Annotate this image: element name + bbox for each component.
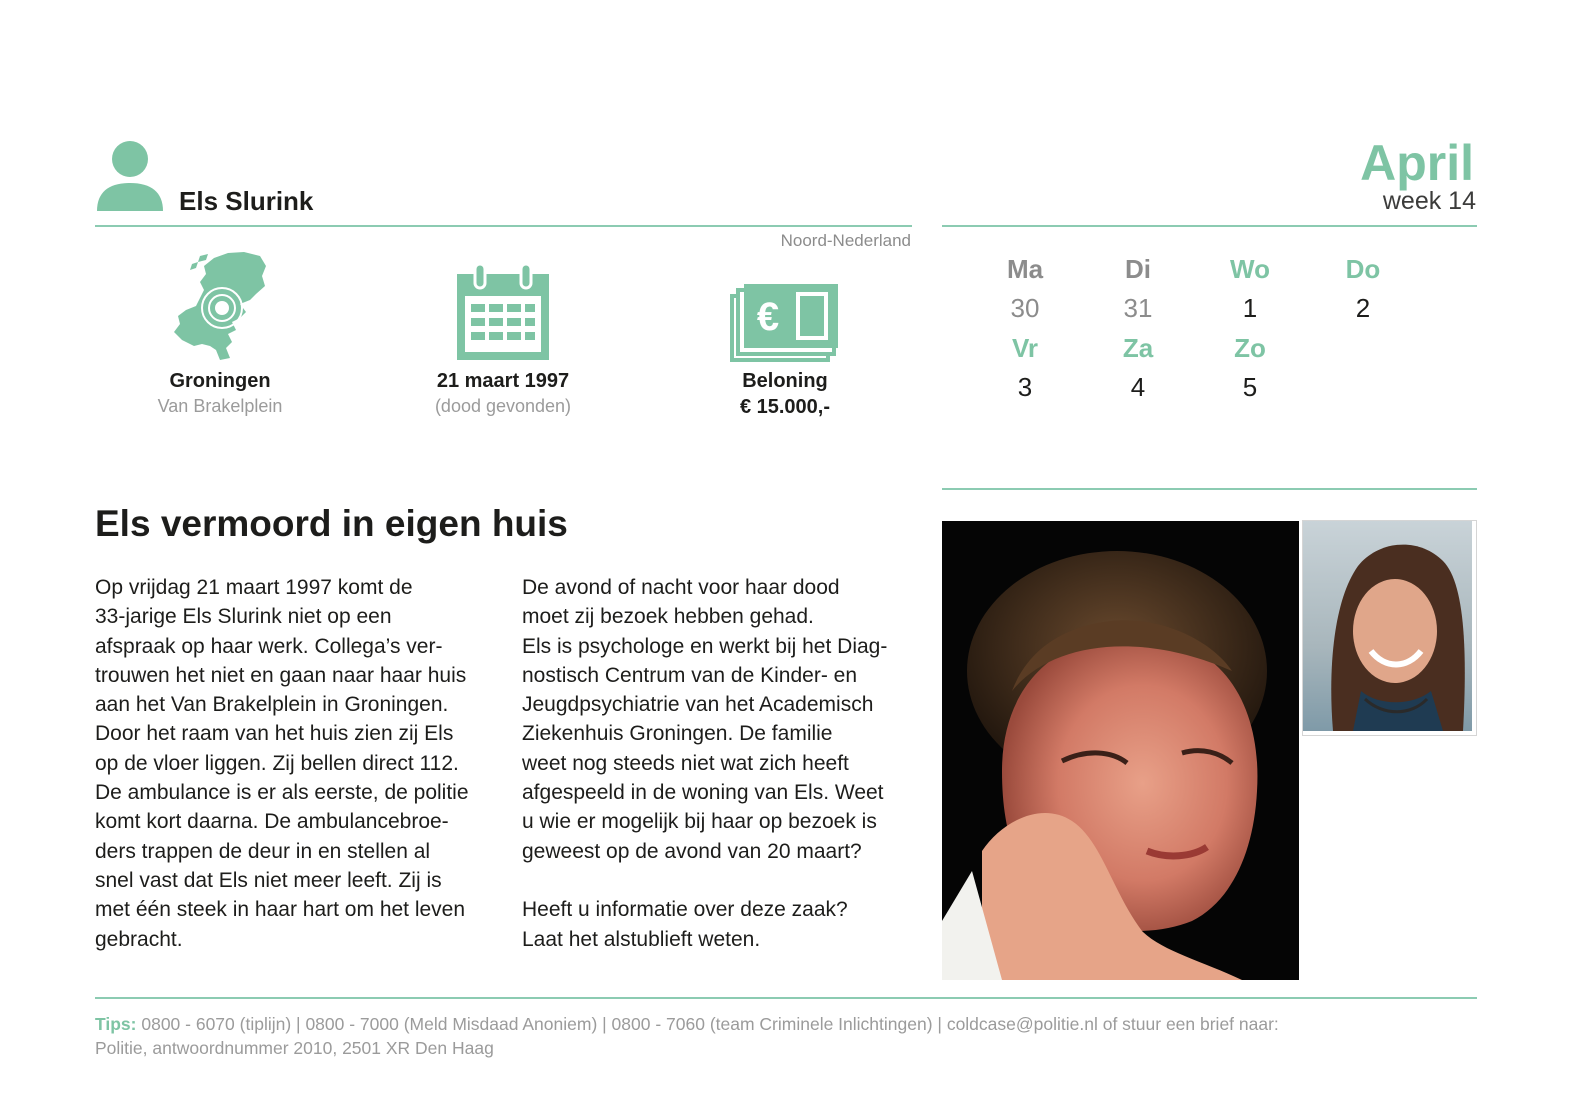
location-street: Van Brakelplein <box>157 396 283 416</box>
tips-contacts: 0800 - 6070 (tiplijn) | 0800 - 7000 (Meld Misdaad Anoniem) | 0800 - 7060 (team Criminele Inlichtingen) | coldcase@politie.nl of stuur een brief naar: <box>136 1014 1279 1034</box>
article-line: Els is psychologe en werkt bij het Diag- <box>522 634 888 658</box>
article-line: afspraak op haar werk. Collega’s ver- <box>95 634 443 658</box>
date-note: (dood gevonden) <box>434 396 572 416</box>
cal-day-di: Di <box>1125 254 1151 284</box>
header-rule-left <box>95 225 912 227</box>
month-title: April <box>1360 135 1474 191</box>
article-line: gebracht. <box>95 927 183 951</box>
victim-portrait-photo <box>942 521 1299 980</box>
svg-text:€: € <box>756 295 780 339</box>
cal-date-3: 3 <box>1017 372 1033 402</box>
article-line: moet zij bezoek hebben gehad. <box>522 605 814 629</box>
cal-day-do: Do <box>1345 254 1381 284</box>
cal-date-2: 2 <box>1355 293 1371 323</box>
region-label: Noord-Nederland <box>780 231 911 250</box>
article-spacer <box>522 866 922 895</box>
article-line: ders trappen de deur in en stellen al <box>95 839 431 863</box>
article-line: trouwen het niet en gaan naar haar huis <box>95 663 467 687</box>
victim-secondary-photo <box>1303 521 1472 731</box>
calendar-icon <box>455 262 551 362</box>
header-rule-right <box>942 225 1477 227</box>
article-line: afgespeeld in de woning van Els. Weet <box>522 781 884 805</box>
article-line: Op vrijdag 21 maart 1997 komt de <box>95 576 413 599</box>
reward-amount: € 15.000,- <box>739 396 831 418</box>
cal-date-5: 5 <box>1242 372 1258 402</box>
article-line: Laat het alstublieft weten. <box>522 927 761 951</box>
location-tile <box>90 246 350 417</box>
article-line: Jeugdpsychiatrie van het Academisch <box>522 693 874 717</box>
article-line: Heeft u informatie over deze zaak? <box>522 898 848 922</box>
cal-day-za: Za <box>1122 333 1154 363</box>
reward-label: Beloning <box>742 370 828 392</box>
article-line: weet nog steeds niet wat zich heeft <box>522 751 849 775</box>
tips-footer <box>95 1012 1475 1060</box>
article-line: De ambulance is er als eerste, de politie <box>95 781 469 805</box>
date-found: 21 maart 1997 <box>436 370 570 392</box>
cal-day-wo: Wo <box>1230 254 1270 284</box>
tips-line-1 <box>95 1012 1475 1036</box>
netherlands-map-icon <box>170 250 270 362</box>
cal-date-30: 30 <box>1010 293 1040 323</box>
cal-date-31: 31 <box>1123 293 1153 323</box>
article-line: aan het Van Brakelplein in Groningen. <box>95 693 449 717</box>
article-line: Ziekenhuis Groningen. De familie <box>522 722 833 746</box>
article-column-2 <box>522 573 922 954</box>
article-line: nostisch Centrum van de Kinder- en <box>522 663 858 687</box>
cal-date-4: 4 <box>1130 372 1146 402</box>
reward-tile <box>655 246 915 419</box>
date-tile <box>373 246 633 417</box>
article-headline: Els vermoord in eigen huis <box>95 503 568 544</box>
footer-rule <box>95 997 1477 999</box>
victim-name: Els Slurink <box>179 186 314 216</box>
week-label: week 14 <box>1382 187 1476 215</box>
article-line: De avond of nacht voor haar dood <box>522 576 840 599</box>
article-line: geweest op de avond van 20 maart? <box>522 839 862 863</box>
tips-line-2: Politie, antwoordnummer 2010, 2501 XR Den Haag <box>95 1038 494 1058</box>
cal-date-1: 1 <box>1242 293 1258 323</box>
article-line: u wie er mogelijk bij haar op bezoek is <box>522 810 877 834</box>
article-line: komt kort daarna. De ambulancebroe- <box>95 810 449 834</box>
article-line: Door het raam van het huis zien zij Els <box>95 722 454 746</box>
person-icon <box>95 140 165 212</box>
tips-label: Tips: <box>95 1014 137 1034</box>
calendar-bottom-rule <box>942 488 1477 490</box>
cal-day-zo: Zo <box>1234 333 1266 363</box>
euro-banknote-icon <box>730 282 840 362</box>
location-city: Groningen <box>169 370 271 392</box>
article-line: 33-jarige Els Slurink niet op een <box>95 605 392 629</box>
article-line: op de vloer liggen. Zij bellen direct 112. <box>95 751 459 775</box>
cal-day-ma: Ma <box>1006 254 1044 284</box>
article-line: snel vast dat Els niet meer leeft. Zij is <box>95 868 442 892</box>
cal-day-vr: Vr <box>1011 333 1039 363</box>
article-column-1 <box>95 573 495 954</box>
article-line: met één steek in haar hart om het leven <box>95 898 466 922</box>
